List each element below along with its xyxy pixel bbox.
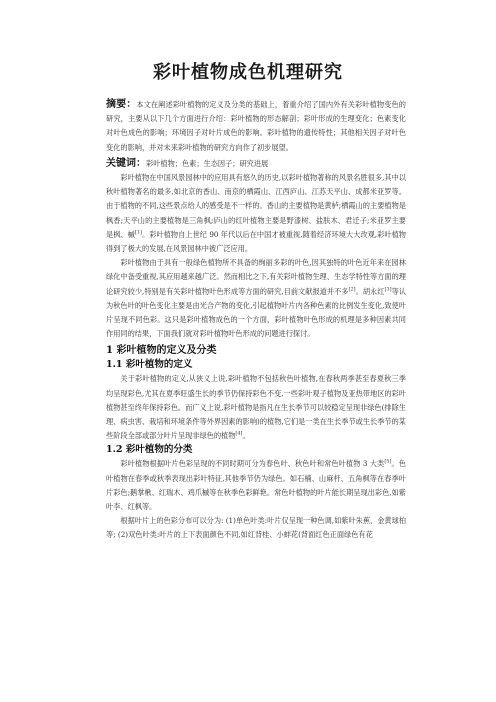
intro-para1-text: 彩叶植物在中国风景园林中的应用具有悠久的历史,以彩叶植物著称的风景名胜很多,其中以秋叶植物著名的最多,如北京的香山、南京的栖霞山、江西庐山、江苏天平山、成都米亚罗等。由于植物的不同,这些景点给人的感受是不一样的。香山的主要植物是黄栌;栖霞山的主要植物是枫香;天平山的主要植物是三角枫;庐山的红叶植物主要是野漆树、盐肤木、君迁子;米亚罗主要是枫、槭 [106, 173, 406, 239]
intro-para2-end: 等认为秋色叶的叶色变化主要是由光合产物的变化,引起植物叶片内各种色素的比例发生变化,致使叶片呈现不同色彩。这只是彩叶植物成色的一个方面，彩叶植物叶色形成的机理是多种因素共同作用同的结果，下面我们就对彩叶植物叶色形成的问题进行探讨。 [106, 286, 406, 339]
citation-ref: [5] [384, 459, 392, 466]
intro-para2-mid: 。胡永红 [355, 286, 385, 296]
intro-paragraph-1 [106, 171, 406, 256]
section-1-2-paragraph-2 [106, 514, 406, 542]
intro-para2-text: 彩叶植物由于具有一般绿色植物所不具备的绚丽多彩的叶色,因其独特的叶色近年来在园林绿化中备受重视,其应用越来越广泛。然而相比之下,有关彩叶植物生理、生态学特性等方面的理论研究较少,特别是有关彩叶植物叶色形成等方面的研究,目前文献报道并不多 [106, 258, 406, 296]
document-title: 彩叶植物成色机理研究 [153, 62, 343, 83]
section-1-2-para2-text: 根据叶片上的色彩分布可以分为: (1)单色叶类:叶片仅呈现一种色调,如紫叶朱蕉、金黄球柏等; (2)双色叶类:叶片的上下表面颜色不同,如红背桂、小蚌花(背面红色正面绿色有花 [106, 516, 406, 540]
section-1-2-text: 彩叶植物根据叶片色彩呈现的不同时期可分为春色叶、秋色叶和常色叶植物 3 大类 [120, 459, 385, 469]
abstract [106, 98, 406, 155]
abstract-label: 摘要： [106, 99, 137, 110]
citation-ref: [1] [134, 229, 142, 236]
section-1-heading [106, 343, 406, 358]
section-1-1-text: 关于彩叶植物的定义,从狭义上说,彩叶植物不包括秋色叶植物,在春秋两季甚至春夏秋三季均呈现彩色,尤其在夏季旺盛生长的季节仍保持彩色不变,一些彩叶观子植物及亚热带地区的彩叶植物甚至终年保持彩色。而广义上说,彩叶植物是指凡在生长季节可以较稳定呈现非绿色(排除生理、病虫害、栽培和环境条件等外界因素的影响)的植物,它们是一类在生长季节或生长季节的某些阶段全部或部分叶片呈现非绿色的植物 [106, 374, 406, 441]
section-1-1-heading [106, 358, 406, 372]
citation-ref: [4] [235, 430, 243, 437]
section-1-2-paragraph-1 [106, 457, 406, 514]
section-1-1-heading-text: 1.1 彩叶植物的定义 [106, 359, 193, 371]
section-1-2-heading [106, 443, 406, 457]
section-1-heading-text: 1 彩叶植物的定义及分类 [106, 345, 217, 357]
intro-para1-end: 。彩叶植物自上世纪 90 年代以后在中国才被重视,随着经济环境大大改观,彩叶植物得到了极大的发展,在风景园林中被广泛应用。 [106, 229, 406, 254]
abstract-text: 本文在阐述彩叶植物的定义及分类的基础上，着重介绍了国内外有关彩叶植物变色的研究，主要从以下几个方面进行介绍：彩叶植物的形态解剖；彩叶形成的生理变化；色素变化对叶色成色的影响；环境因子对叶片成色的影响。彩叶植物的遗传特性；其他相关因子对叶色变化的影响，并对未来彩叶植物的研究方向作了初步展望。 [106, 100, 406, 152]
section-1-1-end: 。 [242, 431, 250, 441]
section-1-2-end: 。色叶植物在春季或秋季表现出彩叶特征,其他季节仍为绿色。如石楠、山麻杆、五角枫等在春季叶片彩色;鹅掌楸、红瑞木、鸡爪槭等在秋季色彩鲜艳。常色叶植物的叶片能长期呈现出彩色,如紫叶李、红枫等。 [106, 459, 406, 512]
keywords-label: 关键词： [106, 157, 146, 169]
document-body [106, 98, 406, 543]
keywords [106, 157, 406, 171]
section-1-1-paragraph [106, 372, 406, 443]
intro-paragraph-2 [106, 256, 406, 341]
section-1-2-heading-text: 1.2 彩叶植物的分类 [106, 444, 193, 456]
keywords-text: 彩叶植物；色素；生态因子；研究进展 [146, 158, 269, 168]
citation-ref: [3] [384, 286, 392, 293]
citation-ref: [2] [348, 286, 356, 293]
